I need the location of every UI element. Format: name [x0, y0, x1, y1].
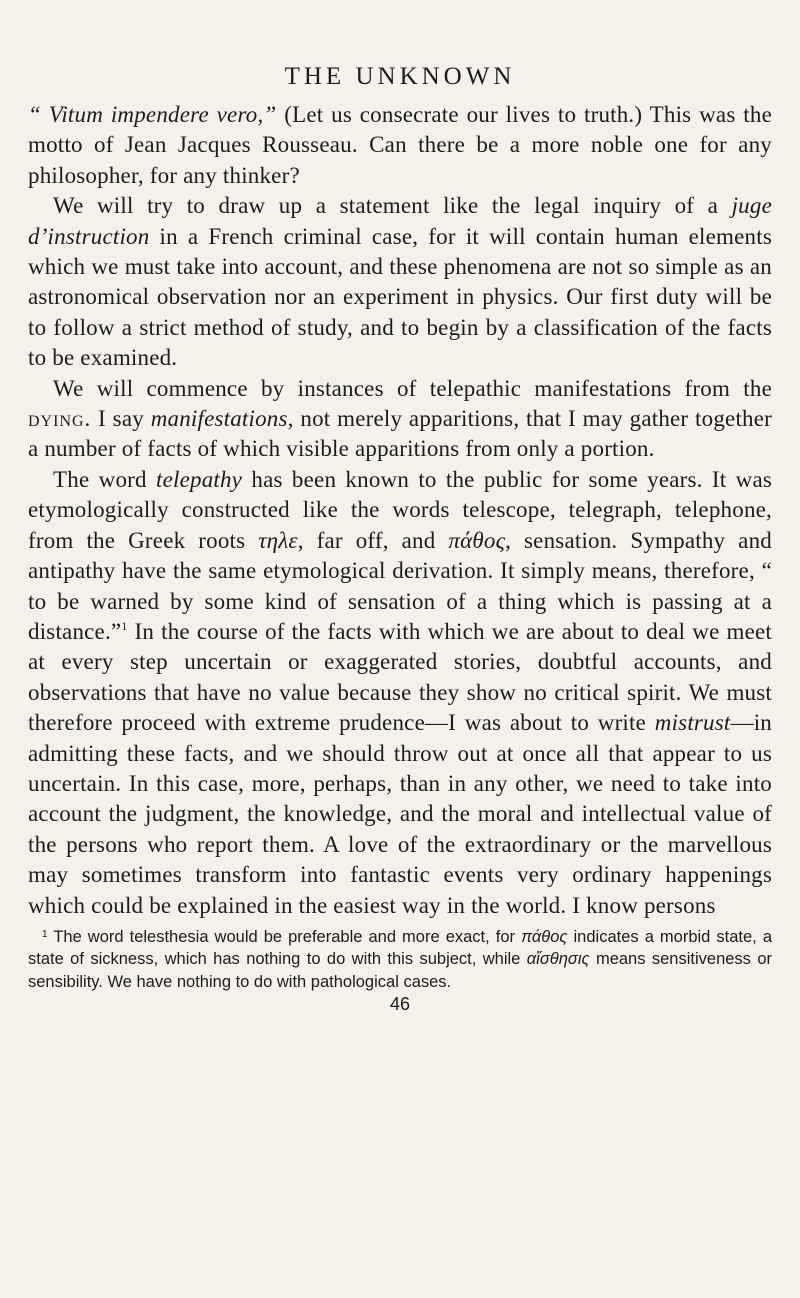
- body-text: [28, 100, 772, 921]
- greek-tele: τηλε: [258, 527, 298, 553]
- latin-motto: “ Vitum impendere vero,”: [28, 102, 277, 127]
- page-number: 46: [389, 994, 411, 1015]
- footnote-greek-pathos: πάθος: [521, 927, 568, 946]
- footnotes: [28, 926, 772, 994]
- paragraph-inquiry: We will try to draw up a statement like the legal inquiry of a juge d’instruction in a French criminal case, for it will contain human elements which we must take into account, and these phenomena are not so simple as an astronomical observation nor an experiment in physics. Our first duty will be to follow a strict method of study, and to begin by a classification of the facts to be examined.: [28, 193, 772, 371]
- paragraph-telepathy: The word telepathy has been known to the public for some years. It was etymologically constructed like the words telescope, telegraph, telephone, from the Greek roots τηλε, far off, and πάθος, sensation. Sympathy and antipathy have the same etymological derivation. It simply means, therefore, “ to be warned by some kind of sensation of a thing which is passing at a distance.”$^1$ In the course of the facts with which we are about to deal we meet at every step uncertain or exaggerated stories, doubtful accounts, and observations that have no value because they show no critical spirit. We must therefore proceed with extreme prudence—I was about to write mistrust—in admitting these facts, and we should throw out at once all that appear to us uncertain. In this case, more, perhaps, than in any other, we need to take into account the judgment, the knowledge, and the moral and intellectual value of the persons who report them. A love of the extraordinary or the marvellous may sometimes transform into fantastic events very ordinary happenings which could be explained in the easiest way in the world. I know persons: [28, 466, 773, 918]
- greek-pathos: πάθος: [448, 527, 506, 553]
- emphasis-juge: juge d’instruction: [28, 193, 772, 249]
- paragraph-motto: “ Vitum impendere vero,” (Let us consecrate our lives to truth.) This was the motto of Jean Jacques Rousseau. Can there be a more noble one for any philosopher, for any thinker?: [28, 102, 772, 188]
- emphasis-telepathy: telepathy: [156, 466, 243, 492]
- running-head: THE UNKNOWN: [284, 63, 516, 90]
- book-page: [28, 0, 772, 1015]
- small-caps-dying: dying.: [28, 406, 92, 432]
- footnote-reference[interactable]: 1: [121, 618, 128, 633]
- footnote-1: $^1$ The word telesthesia would be preferable and more exact, for πάθος indicates a morbid state, a state of sickness, which has nothing to do with this subject, while αἴσθησις means sensitiveness or sensibility. We have nothing to do with pathological cases.: [28, 927, 773, 991]
- emphasis-manifestations: manifestations,: [150, 406, 294, 432]
- footnote-mark: 1: [42, 928, 48, 940]
- emphasis-mistrust: mistrust: [654, 710, 731, 736]
- paragraph-dying: We will commence by instances of telepathic manifestations from the dying. I say manifestations, not merely apparitions, that I may gather together a number of facts of which visible apparitions from only a portion.: [28, 375, 773, 462]
- footnote-greek-aisthesis: αἴσθησις: [526, 950, 590, 969]
